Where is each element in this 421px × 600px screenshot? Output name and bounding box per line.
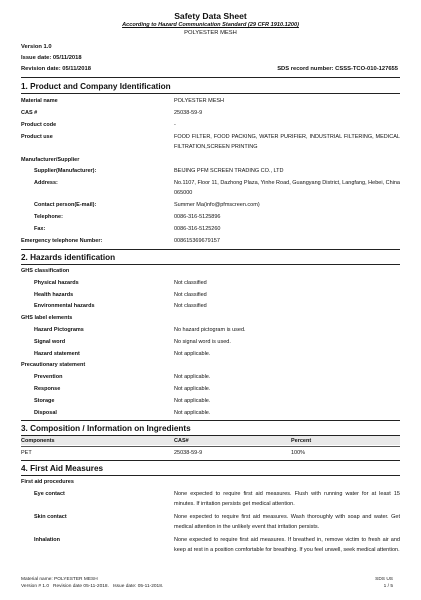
skin-contact-label: Skin contact — [34, 514, 67, 520]
precautionary-statement-label: Precautionary statement — [21, 362, 86, 368]
table-header-divider — [21, 446, 400, 447]
document-title: Safety Data Sheet — [174, 11, 247, 21]
physical-hazards-value: Not classified — [174, 280, 207, 286]
prevention-value: Not applicable. — [174, 374, 211, 380]
contact-value: Summer Ma(info@pfmscreen.com) — [174, 202, 260, 208]
supplier-value: BEIJING PFM SCREEN TRADING CO., LTD — [174, 168, 284, 174]
health-hazards-label: Health hazards — [34, 292, 74, 298]
section-4-top-rule — [21, 460, 400, 461]
hazard-pictograms-value: No hazard pictogram is used. — [174, 327, 246, 333]
product-code-value: - — [174, 122, 176, 128]
inhalation-label: Inhalation — [34, 537, 60, 543]
footer-material-name: Material name: POLYESTER MESH — [21, 577, 98, 582]
composition-table-header — [21, 436, 400, 445]
section-2-heading: 2. Hazards identification — [21, 253, 116, 262]
disposal-label: Disposal — [34, 410, 57, 416]
response-value: Not applicable. — [174, 386, 211, 392]
table-cell-cas: 25038-59-9 — [174, 450, 203, 456]
version-text: Version 1.0 — [21, 44, 52, 50]
column-header-components: Components — [21, 438, 55, 444]
inhalation-value: None expected to require first aid measures. If breathed in, remove victim to fresh air and keep at rest in a position comfortable for breathing. If you feel unwell, seek medical attention. — [174, 537, 400, 553]
product-code-label: Product code — [21, 122, 57, 128]
hazard-statement-value: Not applicable. — [174, 351, 211, 357]
cas-label: CAS # — [21, 110, 38, 116]
eye-contact-value: None expected to require first aid measures. Flush with running water for at least 15 minutes. If irritation persists get medical attention. — [174, 491, 400, 507]
emergency-label: Emergency telephone Number: — [21, 238, 103, 244]
address-label: Address: — [34, 180, 58, 186]
table-cell-percent: 100% — [291, 450, 306, 456]
environmental-hazards-label: Environmental hazards — [34, 303, 95, 309]
signal-word-value: No signal word is used. — [174, 339, 231, 345]
ghs-label-elements-label: GHS label elements — [21, 315, 73, 321]
product-use-label: Product use — [21, 134, 53, 140]
footer-version-line: Version # 1.0 Revision date 05-11-2018. Issue date: 05-11-2018. — [21, 584, 164, 589]
section-3-top-rule — [21, 420, 400, 421]
disposal-value: Not applicable. — [174, 410, 211, 416]
section-1-top-rule — [21, 77, 400, 78]
document-subtitle: According to Hazard Communication Standard (29 CFR 1910.1200) — [122, 22, 299, 28]
skin-contact-value: None expected to require first aid measures. Wash thoroughly with soap and water. Get medical attention in the unlikely event that irritation persists. — [174, 514, 400, 530]
first-aid-procedures-label: First aid procedures — [21, 479, 74, 485]
section-4-bottom-rule — [21, 475, 400, 476]
prevention-label: Prevention — [34, 374, 63, 380]
ghs-classification-label: GHS classification — [21, 268, 70, 274]
physical-hazards-label: Physical hazards — [34, 280, 79, 286]
column-header-cas: CAS# — [174, 438, 189, 444]
fax-value: 0086-316-5125260 — [174, 226, 221, 232]
storage-label: Storage — [34, 398, 55, 404]
storage-value: Not applicable. — [174, 398, 211, 404]
section-2-top-rule — [21, 249, 400, 250]
material-name-label: Material name — [21, 98, 58, 104]
column-header-percent: Percent — [291, 438, 312, 444]
footer-page-number: 1 / 5 — [383, 584, 393, 589]
emergency-value: 008615369679157 — [174, 238, 220, 244]
section-1-bottom-rule — [21, 93, 400, 94]
address-value: No.1107, Floor 11, Dazhong Plaza, Yinhe Road, Guangyang District, Langfang, Hebei, China 065000 — [174, 180, 400, 196]
material-name-value: POLYESTER MESH — [174, 98, 225, 104]
section-2-bottom-rule — [21, 264, 400, 265]
telephone-label: Telephone: — [34, 214, 63, 220]
header-product-name: POLYESTER MESH — [184, 30, 237, 36]
section-1-heading: 1. Product and Company Identification — [21, 82, 171, 91]
telephone-value: 0086-316-5125896 — [174, 214, 221, 220]
eye-contact-label: Eye contact — [34, 491, 65, 497]
footer-sds-label: SDS US — [375, 577, 393, 582]
section-4-heading: 4. First Aid Measures — [21, 464, 104, 473]
health-hazards-value: Not classified — [174, 292, 207, 298]
issue-date: Issue date: 05/11/2018 — [21, 55, 82, 61]
supplier-label: Supplier(Manufacturer): — [34, 168, 97, 174]
hazard-pictograms-label: Hazard Pictograms — [34, 327, 84, 333]
sds-record-number: SDS record number: CSSS-TCO-010-127655 — [277, 66, 398, 72]
response-label: Response — [34, 386, 61, 392]
table-cell-component: PET — [21, 450, 32, 456]
fax-label: Fax: — [34, 226, 46, 232]
contact-label: Contact person(E-mail): — [34, 202, 97, 208]
product-use-value: FOOD FILTER, FOOD PACKING, WATER PURIFIER, INDUSTRIAL FILTERING, MEDICAL FILTRATION,SCREEN PRINTING — [174, 134, 400, 150]
cas-value: 25038-59-9 — [174, 110, 203, 116]
hazard-statement-label: Hazard statement — [34, 351, 80, 357]
revision-date: Revision date: 05/11/2018 — [21, 66, 91, 72]
manufacturer-label: Manufacturer/Supplier — [21, 157, 80, 163]
section-3-heading: 3. Composition / Information on Ingredients — [21, 424, 191, 433]
signal-word-label: Signal word — [34, 339, 66, 345]
environmental-hazards-value: Not classified — [174, 303, 207, 309]
